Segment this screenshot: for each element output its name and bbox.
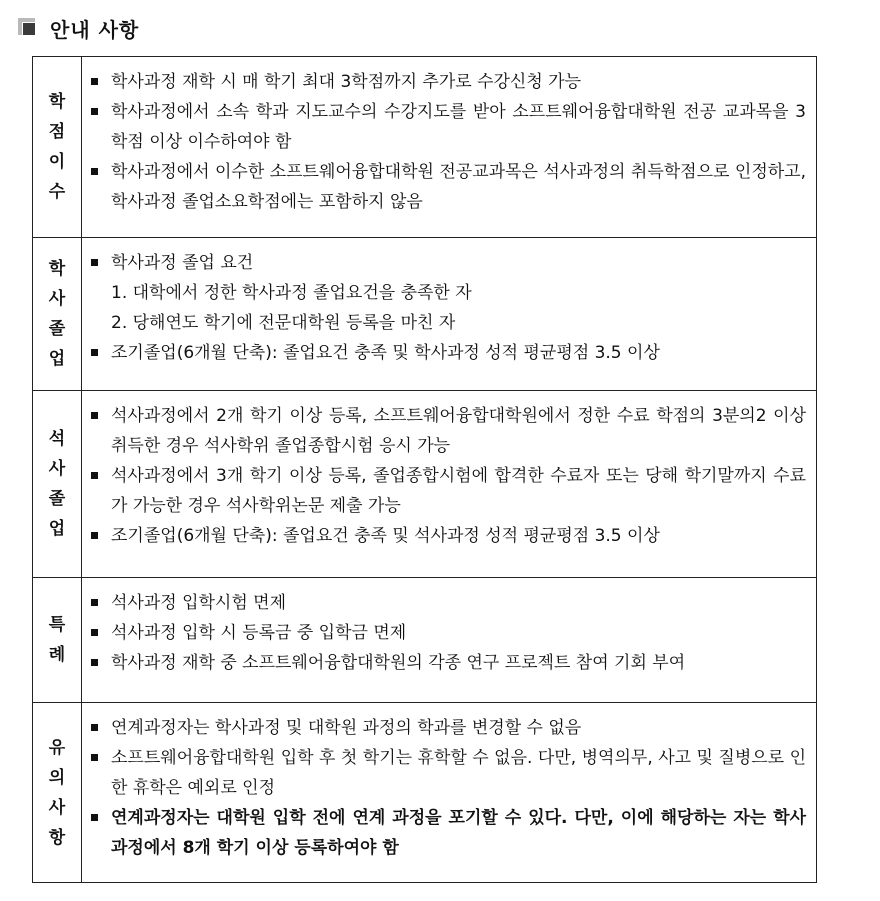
list-item: 석사과정 입학시험 면제 <box>86 588 806 618</box>
row-bachelor-graduation <box>33 238 817 391</box>
section-title: 안내 사항 <box>50 17 140 42</box>
list-item: 조기졸업(6개월 단축): 졸업요건 충족 및 석사과정 성적 평균평점 3.5 이상 <box>86 521 806 551</box>
category-bachelor-graduation: 학 사 졸 업 <box>33 238 82 391</box>
category-master-graduation: 석 사 졸 업 <box>33 391 82 578</box>
bullet-icon <box>91 349 98 356</box>
bullet-icon <box>91 754 98 761</box>
content-notes <box>82 703 817 883</box>
bullet-icon <box>91 724 98 731</box>
bullet-icon <box>91 412 98 419</box>
row-notes <box>33 703 817 883</box>
category-notes: 유 의 사 항 <box>33 703 82 883</box>
list-item: 조기졸업(6개월 단축): 졸업요건 충족 및 학사과정 성적 평균평점 3.5 이상 <box>86 338 806 368</box>
bullet-icon <box>91 168 98 175</box>
bullet-icon <box>91 814 98 821</box>
section-heading <box>18 14 139 42</box>
list-item: 석사과정에서 3개 학기 이상 등록, 졸업종합시험에 합격한 수료자 또는 당해 학기말까지 수료가 가능한 경우 석사학위논문 제출 가능 <box>86 461 806 521</box>
sub-item: 1. 대학에서 정한 학사과정 졸업요건을 충족한 자 <box>111 283 472 303</box>
bullet-icon <box>91 259 98 266</box>
category-special-benefits: 특 례 <box>33 578 82 703</box>
list-item: 학사과정 재학 중 소프트웨어융합대학원의 각종 연구 프로젝트 참여 기회 부여 <box>86 648 806 678</box>
list-item: 학사과정에서 소속 학과 지도교수의 수강지도를 받아 소프트웨어융합대학원 전공 교과목을 3학점 이상 이수하여야 함 <box>86 97 806 157</box>
bullet-icon <box>91 659 98 666</box>
list-item: 석사과정에서 2개 학기 이상 등록, 소프트웨어융합대학원에서 정한 수료 학점의 3분의2 이상 취득한 경우 석사학위 졸업종합시험 응시 가능 <box>86 401 806 461</box>
row-special-benefits <box>33 578 817 703</box>
list-item: 학사과정에서 이수한 소프트웨어융합대학원 전공교과목은 석사과정의 취득학점으로 인정하고, 학사과정 졸업소요학점에는 포함하지 않음 <box>86 157 806 217</box>
bullet-icon <box>91 472 98 479</box>
category-credit: 학 점 이 수 <box>33 57 82 238</box>
bullet-icon <box>91 629 98 636</box>
content-credit <box>82 57 817 238</box>
square-bullet-icon <box>18 18 38 38</box>
list-item: 소프트웨어융합대학원 입학 후 첫 학기는 휴학할 수 없음. 다만, 병역의무, 사고 및 질병으로 인한 휴학은 예외로 인정 <box>86 743 806 803</box>
bullet-icon <box>91 78 98 85</box>
list-item-emphasis: 연계과정자는 대학원 입학 전에 연계 과정을 포기할 수 있다. 다만, 이에 해당하는 자는 학사과정에서 8개 학기 이상 등록하여야 함 <box>86 803 806 863</box>
bullet-icon <box>91 108 98 115</box>
row-credit <box>33 57 817 238</box>
bullet-icon <box>91 599 98 606</box>
row-master-graduation <box>33 391 817 578</box>
list-item: 학사과정 졸업 요건 <box>86 248 806 278</box>
sub-item: 2. 당해연도 학기에 전문대학원 등록을 마친 자 <box>111 313 456 333</box>
list-item: 학사과정 재학 시 매 학기 최대 3학점까지 추가로 수강신청 가능 <box>86 67 806 97</box>
content-bachelor-graduation <box>82 238 817 391</box>
info-table <box>32 56 817 883</box>
list-item: 석사과정 입학 시 등록금 중 입학금 면제 <box>86 618 806 648</box>
list-item: 연계과정자는 학사과정 및 대학원 과정의 학과를 변경할 수 없음 <box>86 713 806 743</box>
bullet-icon <box>91 532 98 539</box>
content-special-benefits <box>82 578 817 703</box>
content-master-graduation <box>82 391 817 578</box>
